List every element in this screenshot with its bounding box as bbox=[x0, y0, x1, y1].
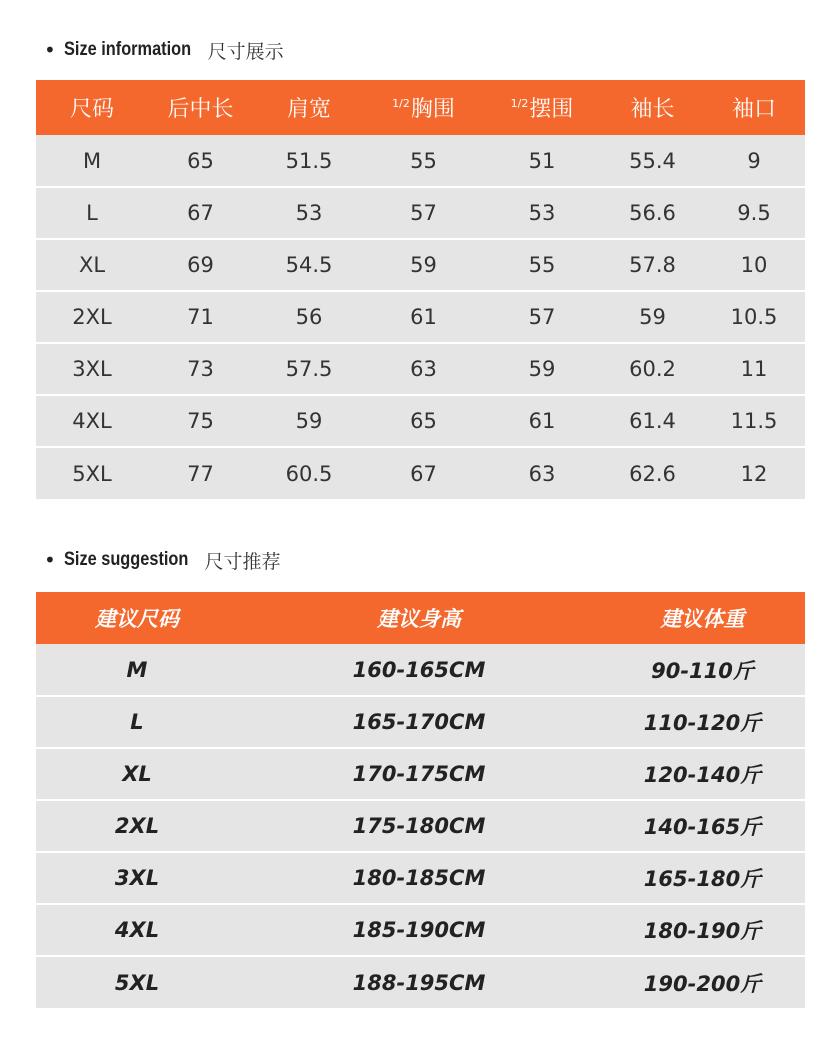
table-row bbox=[36, 447, 805, 499]
table-cell: 160-165CM bbox=[352, 657, 486, 682]
table-cell: L bbox=[86, 201, 98, 225]
size-information-header-cell bbox=[482, 80, 602, 135]
table-row bbox=[36, 956, 805, 1008]
size-information-heading bbox=[44, 35, 284, 65]
table-cell: 71 bbox=[187, 305, 214, 329]
bullet-icon: • bbox=[44, 548, 56, 572]
table-cell: 54.5 bbox=[285, 253, 333, 277]
table-cell: 57 bbox=[528, 305, 556, 329]
table-cell: 190-200斤 bbox=[643, 971, 762, 996]
table-row bbox=[36, 239, 805, 291]
header-label: 肩宽 bbox=[286, 97, 331, 122]
size-information-header-cell bbox=[602, 80, 703, 135]
table-cell: 56.6 bbox=[629, 201, 676, 225]
table-cell: 4XL bbox=[114, 918, 160, 942]
table-cell: 12 bbox=[740, 461, 768, 486]
size-suggestion-body bbox=[36, 644, 805, 1008]
table-row bbox=[36, 904, 805, 956]
table-cell: 61 bbox=[410, 305, 437, 329]
size-information-title-en: Size information bbox=[63, 39, 191, 60]
bullet-icon: • bbox=[44, 38, 56, 62]
table-cell: 60.2 bbox=[629, 357, 676, 381]
table-cell: 59 bbox=[528, 357, 556, 381]
table-cell: XL bbox=[78, 253, 106, 277]
header-prefix: 1/2 bbox=[392, 97, 410, 110]
table-cell: 59 bbox=[295, 409, 323, 433]
table-cell: 63 bbox=[528, 461, 556, 486]
table-cell: 59 bbox=[410, 253, 437, 277]
table-row bbox=[36, 696, 805, 748]
size-suggestion-heading bbox=[44, 545, 280, 575]
table-row bbox=[36, 135, 805, 187]
table-cell: 55 bbox=[410, 148, 437, 173]
table-cell: 188-195CM bbox=[352, 970, 486, 995]
table-cell: 110-120斤 bbox=[643, 711, 762, 735]
size-suggestion-title-cn: 尺寸推荐 bbox=[204, 550, 281, 573]
table-row bbox=[36, 852, 805, 904]
table-cell: 53 bbox=[295, 201, 323, 225]
size-information-header-cell bbox=[253, 80, 365, 135]
table-cell: 63 bbox=[410, 357, 437, 381]
table-cell: 57 bbox=[410, 201, 437, 225]
header-label: 袖长 bbox=[630, 97, 675, 122]
table-cell: 57.5 bbox=[285, 357, 333, 381]
header-label: 尺码 bbox=[69, 97, 114, 122]
table-cell: 56 bbox=[295, 305, 323, 329]
table-cell: 170-175CM bbox=[352, 762, 486, 786]
table-row bbox=[36, 395, 805, 447]
header-prefix: 1/2 bbox=[510, 97, 529, 110]
size-information-body bbox=[36, 135, 805, 499]
table-cell: 51 bbox=[528, 148, 556, 173]
table-cell: 2XL bbox=[114, 814, 160, 838]
table-cell: 5XL bbox=[72, 461, 112, 486]
table-cell: 62.6 bbox=[629, 461, 676, 486]
table-cell: 55.4 bbox=[629, 148, 676, 173]
table-cell: 69 bbox=[187, 253, 214, 277]
table-cell: 55 bbox=[528, 253, 556, 277]
table-cell: XL bbox=[122, 762, 152, 786]
table-cell: 11.5 bbox=[730, 409, 778, 433]
size-information-table bbox=[36, 80, 805, 499]
header-label: 胸围 bbox=[410, 97, 455, 122]
table-cell: 9 bbox=[747, 148, 761, 173]
table-cell: 10.5 bbox=[730, 305, 778, 329]
table-cell: 9.5 bbox=[737, 201, 771, 225]
table-cell: 67 bbox=[410, 461, 437, 486]
size-information-header-cell bbox=[365, 80, 482, 135]
table-cell: 3XL bbox=[72, 357, 112, 381]
table-cell: 165-180斤 bbox=[643, 867, 762, 891]
table-cell: 11 bbox=[740, 357, 768, 381]
table-row bbox=[36, 800, 805, 852]
table-cell: 165-170CM bbox=[352, 710, 486, 734]
table-cell: 120-140斤 bbox=[643, 763, 762, 787]
size-information-header-row bbox=[36, 80, 805, 135]
table-cell: 180-190斤 bbox=[643, 919, 762, 943]
size-suggestion-header-cell: 建议体重 bbox=[660, 607, 745, 631]
table-cell: 4XL bbox=[72, 409, 112, 433]
table-row bbox=[36, 187, 805, 239]
table-row bbox=[36, 291, 805, 343]
table-cell: 61 bbox=[528, 409, 556, 433]
header-label: 后中长 bbox=[167, 97, 234, 122]
size-suggestion-title-en: Size suggestion bbox=[63, 549, 189, 570]
table-cell: 3XL bbox=[114, 866, 160, 890]
header-label: 摆围 bbox=[529, 97, 574, 122]
table-cell: 5XL bbox=[114, 970, 160, 995]
size-information-title-cn: 尺寸展示 bbox=[207, 40, 284, 63]
table-cell: 185-190CM bbox=[352, 918, 486, 942]
table-cell: 57.8 bbox=[629, 253, 676, 277]
table-cell: 90-110斤 bbox=[651, 658, 754, 683]
size-information-header-cell bbox=[36, 80, 148, 135]
table-cell: 59 bbox=[639, 305, 666, 329]
size-suggestion-header-cell: 建议尺码 bbox=[95, 607, 179, 631]
table-cell: M bbox=[82, 148, 102, 173]
table-cell: 77 bbox=[187, 461, 214, 486]
table-cell: 75 bbox=[187, 409, 214, 433]
size-suggestion-header-cell: 建议身高 bbox=[377, 607, 461, 631]
table-cell: 73 bbox=[187, 357, 214, 381]
table-cell: 140-165斤 bbox=[643, 815, 762, 839]
size-suggestion-header-row bbox=[36, 592, 805, 644]
size-information-header-cell bbox=[703, 80, 805, 135]
header-label: 袖口 bbox=[731, 97, 776, 122]
table-cell: 10 bbox=[740, 253, 768, 277]
table-cell: 65 bbox=[410, 409, 437, 433]
table-cell: 67 bbox=[187, 201, 214, 225]
table-cell: L bbox=[130, 710, 144, 734]
table-row bbox=[36, 644, 805, 696]
table-cell: 61.4 bbox=[629, 409, 676, 433]
table-cell: M bbox=[126, 657, 148, 682]
table-cell: 51.5 bbox=[285, 148, 333, 173]
table-row bbox=[36, 343, 805, 395]
table-row bbox=[36, 748, 805, 800]
table-cell: 175-180CM bbox=[352, 814, 486, 838]
table-cell: 180-185CM bbox=[352, 866, 486, 890]
table-cell: 65 bbox=[187, 148, 214, 173]
size-information-header-cell bbox=[148, 80, 253, 135]
size-suggestion-table bbox=[36, 592, 805, 1008]
table-cell: 60.5 bbox=[285, 461, 333, 486]
table-cell: 2XL bbox=[72, 305, 112, 329]
table-cell: 53 bbox=[528, 201, 556, 225]
